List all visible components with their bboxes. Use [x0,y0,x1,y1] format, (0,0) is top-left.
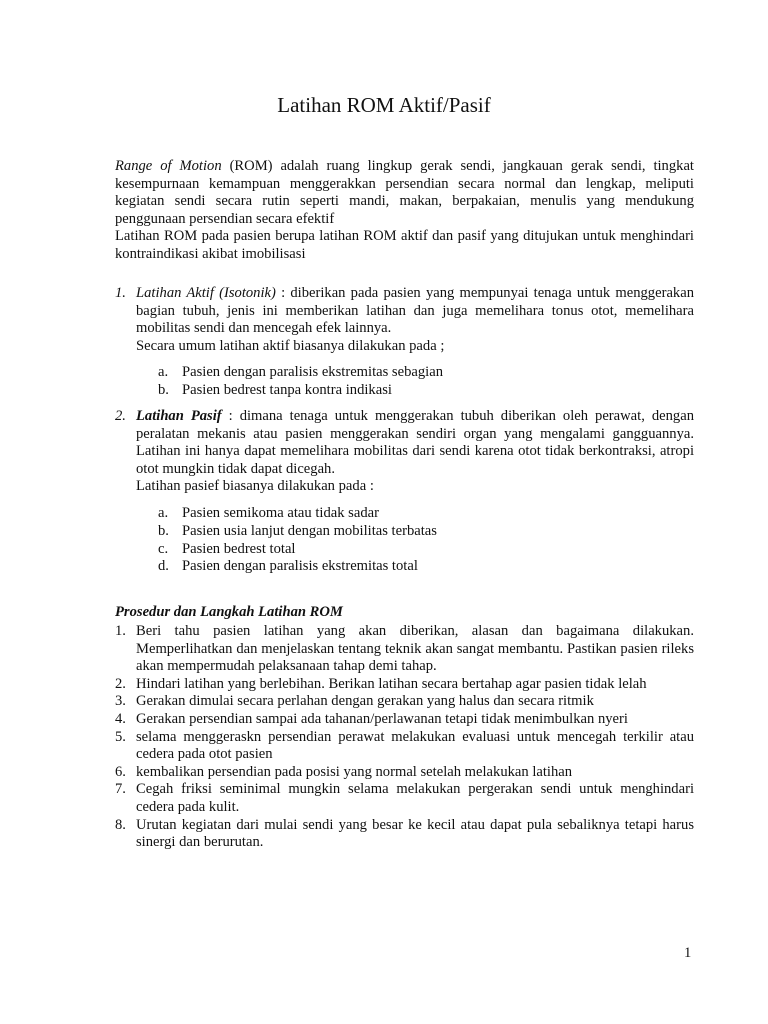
list-item: 6. kembalikan persendian pada posisi yang normal setelah melakukan latihan [115,763,573,780]
section-latihan-aktif [115,285,694,400]
list-item: 1. Beri tahu pasien latihan yang akan diberikan, alasan dan bagaimana dilakukan. Memperlihatkan dan menjelaskan tentang teknik akan sangat membantu. Pastikan pasien rileks akan mempermudah pelaksanaan tahap demi tahap. [115,623,694,675]
list-item: b. Pasien usia lanjut dengan mobilitas terbatas [158,522,437,539]
list-item: 8. Urutan kegiatan dari mulai sendi yang besar ke kecil atau dapat pula sebaliknya tetapi harus sinergi dan berurutan. [115,816,694,851]
list-item: 4. Gerakan persendian sampai ada tahanan/perlawanan tetapi tidak menimbulkan nyeri [115,710,628,727]
list-item: b. Pasien bedrest tanpa kontra indikasi [158,382,392,399]
list-item: d. Pasien dengan paralisis ekstremitas total [158,558,418,575]
section-latihan-pasif [115,408,694,576]
section-description: Latihan Pasif : dimana tenaga untuk menggerakan tubuh diberikan oleh perawat, dengan peralatan mekanis atau pasien menggerakan sendiri organ yang mengalami gangguannya. Latihan ini hanya dapat memelihara mobilitas dari sendi karena otot tidak berkontraksi, atropi otot mungkin tidak dapat dicegah. [136,408,694,477]
section-number: 1. [115,285,126,301]
intro-term: Range of Motion [115,158,222,174]
intro [115,158,694,264]
intro-paragraph-1 [115,158,694,228]
list-item: c. Pasien bedrest total [158,540,296,557]
sub-list [115,505,694,576]
section-heading: Latihan Pasif [136,408,222,424]
sub-list [115,364,694,400]
section-heading: Latihan Aktif (Isotonik) [136,285,276,301]
list-item: 2. Hindari latihan yang berlebihan. Berikan latihan secara bertahap agar pasien tidak lelah [115,675,647,692]
section-note: Secara umum latihan aktif biasanya dilakukan pada ; [136,337,445,354]
section-note: Latihan pasief biasanya dilakukan pada : [136,478,374,495]
page-number: 1 [684,945,692,961]
list-item: 7. Cegah friksi seminimal mungkin selama melakukan pergerakan sendi untuk menghindari cedera pada kulit. [115,781,694,815]
list-item: 3. Gerakan dimulai secara perlahan dengan gerakan yang halus dan secara ritmik [115,693,594,710]
section-number: 2. [115,408,126,424]
list-item: a. Pasien dengan paralisis ekstremitas sebagian [158,364,443,381]
page-title: Latihan ROM Aktif/Pasif [277,93,491,117]
section-description: Latihan Aktif (Isotonik) : diberikan pada pasien yang mempunyai tenaga untuk menggerakan bagian tubuh, jenis ini memberikan latihan dan juga memelihara tonus otot, memelihara mobilitas sendi dan mencegah efek lainnya. [136,285,694,337]
procedure-steps [115,623,694,852]
procedure-title: Prosedur dan Langkah Latihan ROM [115,604,343,620]
intro-paragraph-2: Latihan ROM pada pasien berupa latihan ROM aktif dan pasif yang ditujukan untuk menghindari kontraindikasi akibat imobilisasi [115,228,694,262]
intro-definition: (ROM) adalah ruang lingkup gerak sendi, jangkauan gerak sendi, tingkat kesempurnaan kemampuan menggerakkan persendian secara normal dan lengkap, meliputi kegiatan sendi secara rutin seperti mandi, makan, berpakaian, menulis yang mendukung penggunaan persendian secara efektif [115,158,694,227]
list-item: 5. selama menggeraskn persendian perawat melakukan evaluasi untuk mencegah terkilir atau cedera pada otot pasien [115,728,694,763]
list-item: a. Pasien semikoma atau tidak sadar [158,504,379,521]
